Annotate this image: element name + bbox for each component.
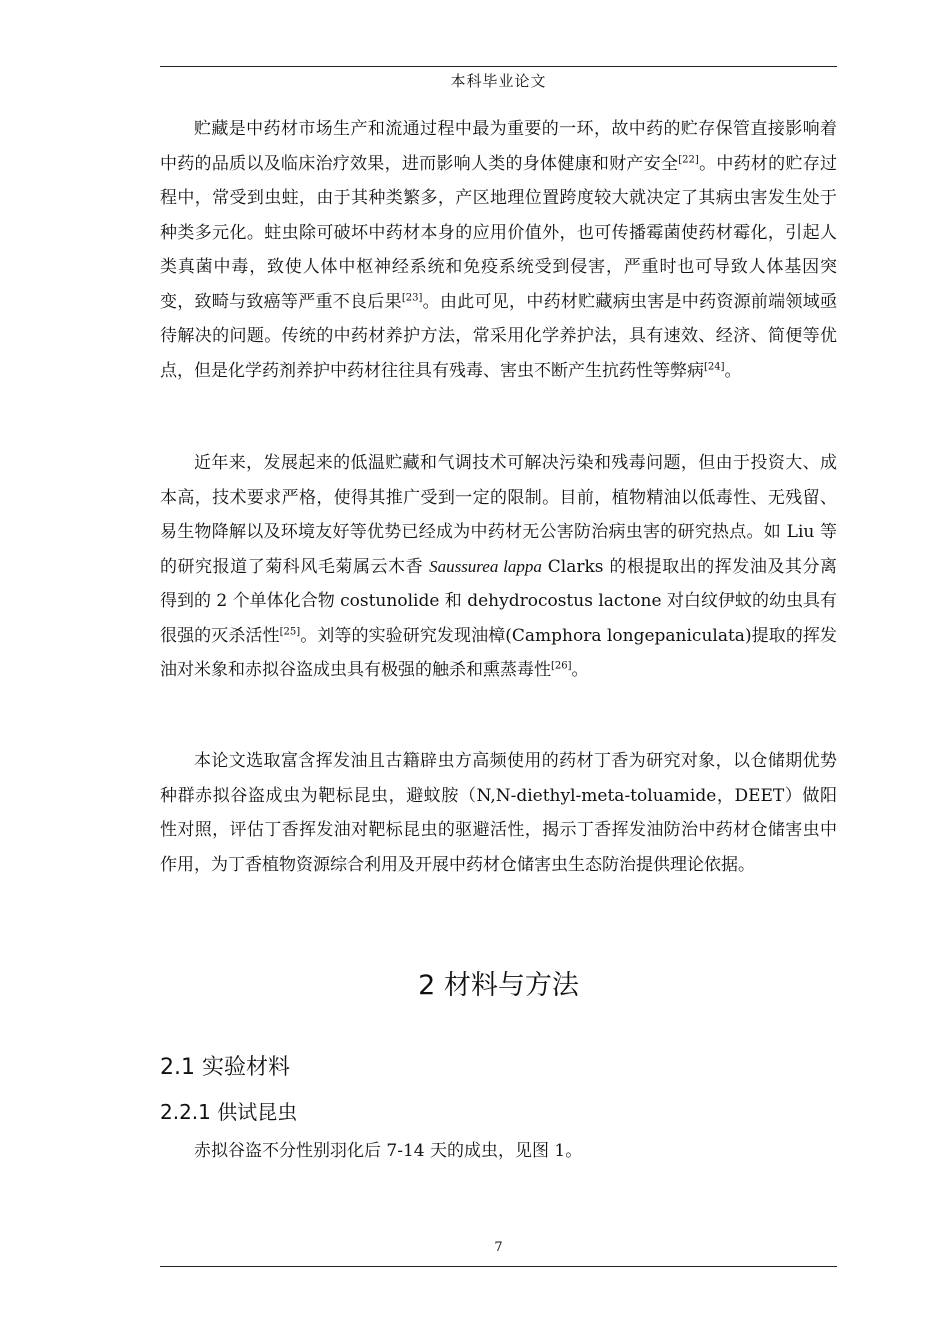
species-name: Saussurea lappa bbox=[429, 556, 542, 576]
text-run: 贮藏是中药材市场生产和流通过程中最为重要的一环，故中药的贮存保管直接影响着中药的品质以及临床治疗效果，进而影响人类的身体健康和财产安全 bbox=[160, 119, 837, 174]
citation: [23] bbox=[401, 291, 423, 303]
citation: [24] bbox=[704, 360, 725, 372]
text-run: 。 bbox=[571, 660, 589, 680]
text-run: Clarks 的根提取出的挥发油及其分离得到的 2 个单体化合物 costunolide 和 dehydrocostus lactone 对白纹伊蚊的幼虫具有很强的灭杀活性 bbox=[160, 556, 837, 646]
section-heading: 2.1 实验材料 bbox=[160, 1055, 290, 1080]
text-run: 。 bbox=[724, 360, 742, 381]
text-run: 。中药材的贮存过程中，常受到虫蛀，由于其种类繁多，产区地理位置跨度较大就决定了其病虫害发生处于种类多元化。蛀虫除可破坏中药材本身的应用价值外，也可传播霉菌使药材霉化，引起人类真菌中毒，致使人体中枢神经系统和免疫系统受到侵害，严重时也可导致人体基因突变，致畸与致癌等严重不良后果 bbox=[160, 153, 838, 312]
subsection-heading: 2.2.1 供试昆虫 bbox=[160, 1100, 298, 1124]
text-run: 近年来，发展起来的低温贮藏和气调技术可解决污染和残毒问题，但由于投资大、成本高，技术要求严格，使得其推广受到一定的限制。目前，植物精油以低毒性、无残留、易生物降解以及环境友好等优势已经成为中药材无公害防治病虫害的研究热点。如 Liu 等的研究报道了菊科风毛菊属云木香 bbox=[160, 453, 837, 577]
citation: [25] bbox=[279, 625, 301, 637]
footer-rule bbox=[160, 1266, 837, 1267]
page-number: 7 bbox=[494, 1240, 503, 1255]
paragraph-test-insects bbox=[160, 1134, 837, 1169]
header-rule bbox=[160, 66, 837, 67]
paragraph-essential-oils bbox=[160, 446, 837, 688]
text-run: 。由此可见，中药材贮藏病虫害是中药资源前端领域亟待解决的问题。传统的中药材养护方法，常采用化学养护法，具有速效、经济、简便等优点，但是化学药剂养护中药材往往具有残毒、害虫不断产生抗药性等弊病 bbox=[160, 291, 838, 381]
citation: [26] bbox=[551, 660, 572, 672]
text-run: 。刘等的实验研究发现油樟(Camphora longepaniculata)提取的挥发油对米象和赤拟谷盗成虫具有极强的触杀和熏蒸毒性 bbox=[160, 625, 838, 680]
paragraph-storage-pests bbox=[160, 112, 837, 388]
running-header: 本科毕业论文 bbox=[450, 72, 547, 90]
paragraph-text bbox=[160, 446, 837, 688]
paragraph-text bbox=[160, 112, 837, 388]
chapter-heading: 2 材料与方法 bbox=[418, 970, 579, 1001]
paragraph-text: 赤拟谷盗不分性别羽化后 7-14 天的成虫，见图 1。 bbox=[194, 1141, 583, 1161]
paragraph-study-aim bbox=[160, 744, 837, 882]
paragraph-text: 本论文选取富含挥发油且古籍辟虫方高频使用的药材丁香为研究对象，以仓储期优势种群赤拟谷盗成虫为靶标昆虫，避蚊胺（N,N-diethyl-meta-toluamide，DEET）做阳性对照，评估丁香挥发油对靶标昆虫的驱避活性，揭示丁香挥发油防治中药材仓储害虫中作用，为丁香植物资源综合利用及开展中药材仓储害虫生态防治提供理论依据。 bbox=[160, 751, 837, 875]
citation: [22] bbox=[678, 153, 699, 165]
